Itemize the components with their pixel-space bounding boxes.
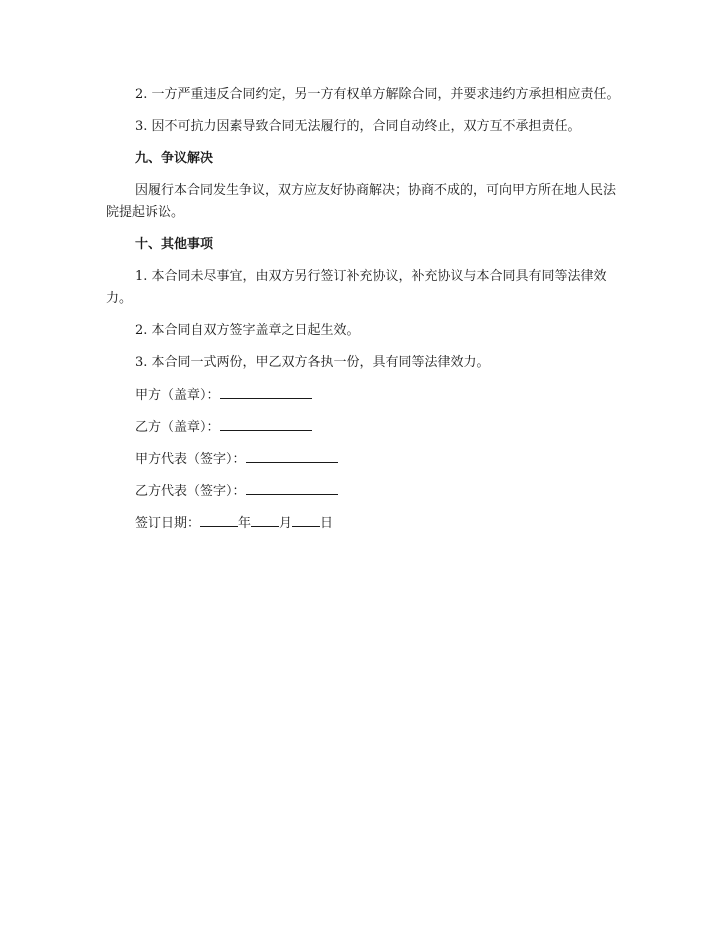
- termination-clause-2: 2. 一方严重违反合同约定，另一方有权单方解除合同，并要求违约方承担相应责任。: [135, 87, 620, 102]
- month-label: 月: [279, 516, 293, 531]
- party-a-rep-line: [106, 448, 626, 470]
- year-label: 年: [238, 516, 252, 531]
- party-b-rep-line: [106, 480, 626, 502]
- contract-body: [106, 84, 626, 544]
- other-item-3: 3. 本合同一式两份，甲乙双方各执一份，具有同等法律效力。: [135, 355, 490, 370]
- signing-date-line: [106, 512, 626, 534]
- other-matters-heading: 十、其他事项: [135, 237, 214, 252]
- party-a-rep-label: 甲方代表（签字）：: [135, 452, 246, 467]
- party-a-rep-blank[interactable]: [246, 448, 338, 463]
- signing-date-label: 签订日期：: [135, 516, 201, 531]
- other-item-1: 1. 本合同未尽事宜，由双方另行签订补充协议，补充协议与本合同具有同等法律效力。: [106, 269, 607, 306]
- party-a-seal-blank[interactable]: [220, 384, 312, 399]
- year-blank[interactable]: [200, 512, 238, 527]
- party-b-seal-label: 乙方（盖章）：: [135, 420, 220, 435]
- party-b-rep-label: 乙方代表（签字）：: [135, 484, 246, 499]
- party-b-seal-line: [106, 416, 626, 438]
- day-label: 日: [320, 516, 334, 531]
- party-b-seal-blank[interactable]: [220, 416, 312, 431]
- day-blank[interactable]: [292, 512, 320, 527]
- party-a-seal-line: [106, 384, 626, 406]
- party-b-rep-blank[interactable]: [246, 480, 338, 495]
- party-a-seal-label: 甲方（盖章）：: [135, 388, 220, 403]
- dispute-text: 因履行本合同发生争议，双方应友好协商解决；协商不成的，可向甲方所在地人民法院提起诉讼。: [106, 183, 617, 220]
- month-blank[interactable]: [251, 512, 279, 527]
- termination-clause-3: 3. 因不可抗力因素导致合同无法履行的，合同自动终止，双方互不承担责任。: [135, 119, 581, 134]
- other-item-2: 2. 本合同自双方签字盖章之日起生效。: [135, 323, 360, 338]
- dispute-heading: 九、争议解决: [135, 151, 214, 166]
